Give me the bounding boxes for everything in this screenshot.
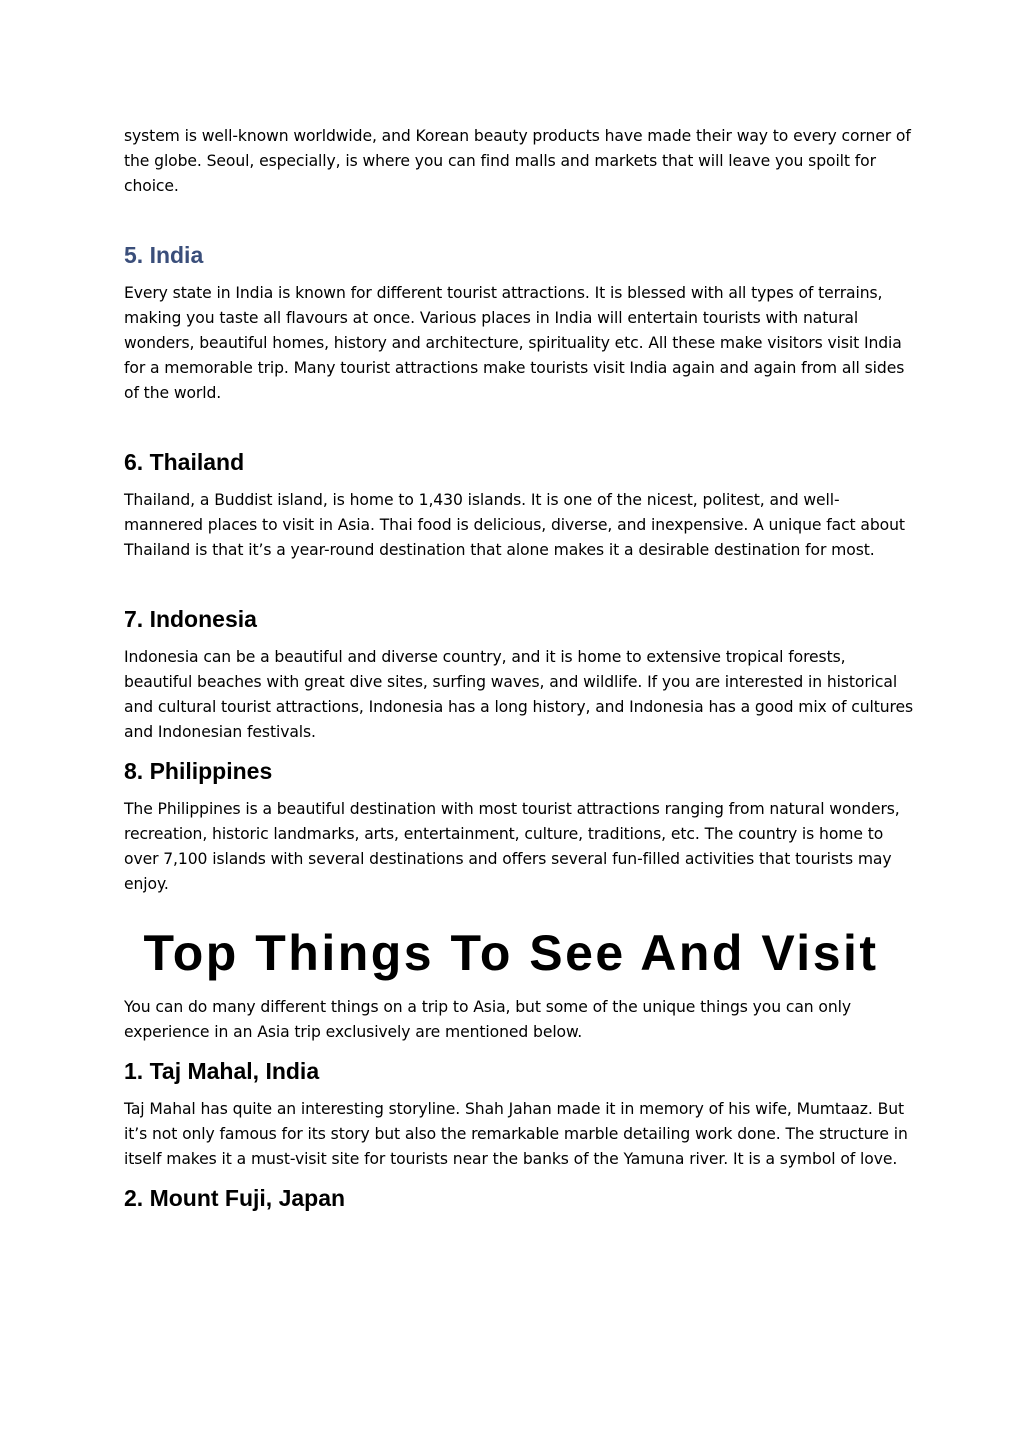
paragraph-philippines: The Philippines is a beautiful destination with most tourist attractions ranging from natural wonders, recreation, historic landmarks, arts, entertainment, culture, traditions, etc. The country is home to over 7,100 islands with several destinations and offers several fun-filled activities that tourists may enjoy. bbox=[124, 800, 900, 893]
section-title: Top Things To See And Visit bbox=[143, 925, 879, 981]
heading-indonesia: 7. Indonesia bbox=[124, 606, 257, 632]
heading-thailand: 6. Thailand bbox=[124, 449, 245, 475]
heading-mount-fuji: 2. Mount Fuji, Japan bbox=[124, 1185, 346, 1211]
intro-paragraph: system is well-known worldwide, and Korean beauty products have made their way to every corner of the globe. Seoul, especially, is where you can find malls and markets that will leave you spoilt for choice. bbox=[124, 127, 911, 195]
heading-philippines: 8. Philippines bbox=[124, 758, 273, 784]
heading-india: 5. India bbox=[124, 242, 204, 268]
document-page bbox=[124, 124, 914, 1212]
paragraph-thailand: Thailand, a Buddist island, is home to 1,430 islands. It is one of the nicest, politest, and well-mannered places to visit in Asia. Thai food is delicious, diverse, and inexpensive. A unique fact about Thailand is that it’s a year-round destination that alone makes it a desirable destination for most. bbox=[124, 491, 905, 559]
paragraph-india: Every state in India is known for different tourist attractions. It is blessed with all types of terrains, making you taste all flavours at once. Various places in India will entertain tourists with natural wonders, beautiful homes, history and architecture, spirituality etc. All these make visitors visit India for a memorable trip. Many tourist attractions make tourists visit India again and again from all sides of the world. bbox=[124, 284, 905, 402]
paragraph-taj-mahal: Taj Mahal has quite an interesting storyline. Shah Jahan made it in memory of his wife, Mumtaaz. But it’s not only famous for its story but also the remarkable marble detailing work done. The structure in itself makes it a must-visit site for tourists near the banks of the Yamuna river. It is a symbol of love. bbox=[124, 1100, 908, 1168]
heading-taj-mahal: 1. Taj Mahal, India bbox=[124, 1058, 320, 1084]
things-intro-paragraph: You can do many different things on a trip to Asia, but some of the unique things you can only experience in an Asia trip exclusively are mentioned below. bbox=[124, 998, 852, 1041]
paragraph-indonesia: Indonesia can be a beautiful and diverse country, and it is home to extensive tropical forests, beautiful beaches with great dive sites, surfing waves, and wildlife. If you are interested in historical and cultural tourist attractions, Indonesia has a long history, and Indonesia has a good mix of cultures and Indonesian festivals. bbox=[124, 648, 914, 741]
